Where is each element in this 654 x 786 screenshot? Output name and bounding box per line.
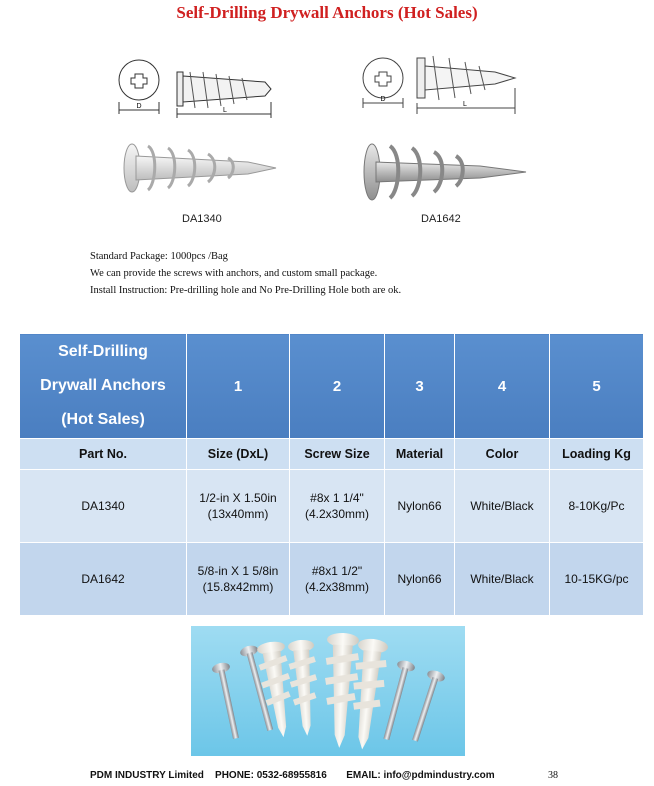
color-cell: White/Black: [455, 543, 550, 616]
size-cell: [187, 470, 290, 543]
screw-inch: #8x1 1/2": [311, 564, 363, 578]
material-cell: Nylon66: [385, 543, 455, 616]
loading-cell: 10-15KG/pc: [550, 543, 644, 616]
da1642-dimension-drawing: [355, 48, 530, 123]
size-header: Size (DxL): [187, 439, 290, 470]
part-no-header: Part No.: [20, 439, 187, 470]
color-cell: White/Black: [455, 470, 550, 543]
loading-header: Loading Kg: [550, 439, 644, 470]
da1642-caption: DA1642: [421, 213, 461, 225]
screws-note: We can provide the screws with anchors, and custom small package.: [90, 268, 378, 279]
da1642-anchor-image: [360, 140, 530, 205]
dimension-d-label: D: [380, 96, 386, 103]
dimension-d-label: D: [136, 103, 142, 110]
header-line: (Hot Sales): [61, 411, 145, 428]
screw-size-cell: [290, 470, 385, 543]
table-header-title: [20, 334, 187, 439]
size-mm: (13x40mm): [207, 507, 269, 521]
install-instruction-note: Install Instruction: Pre-drilling hole and No Pre-Drilling Hole both are ok.: [90, 285, 402, 296]
part-no-cell: DA1642: [20, 543, 187, 616]
da1340-dimension-drawing: [115, 52, 280, 122]
size-cell: [187, 543, 290, 616]
company-name: PDM INDUSTRY Limited: [90, 770, 204, 781]
email-address: EMAIL: info@pdmindustry.com: [346, 770, 495, 781]
da1340-anchor-image: [118, 138, 283, 198]
material-cell: Nylon66: [385, 470, 455, 543]
column-number: 4: [455, 334, 550, 439]
screw-mm: (4.2x30mm): [304, 507, 369, 521]
part-no-cell: DA1340: [20, 470, 187, 543]
anchors-with-screws-photo: [191, 626, 465, 756]
size-inch: 1/2-in X 1.50in: [199, 491, 277, 505]
standard-package-note: Standard Package: 1000pcs /Bag: [90, 251, 228, 262]
loading-cell: 8-10Kg/Pc: [550, 470, 644, 543]
column-number: 5: [550, 334, 644, 439]
table-row: [20, 543, 644, 616]
header-line: Self-Drilling: [58, 343, 148, 360]
size-mm: (15.8x42mm): [202, 580, 274, 594]
header-line: Drywall Anchors: [40, 377, 166, 394]
material-header: Material: [385, 439, 455, 470]
page-number: 38: [548, 770, 558, 781]
column-number: 3: [385, 334, 455, 439]
column-number: 2: [290, 334, 385, 439]
screw-mm: (4.2x38mm): [304, 580, 369, 594]
color-header: Color: [455, 439, 550, 470]
phone-number: PHONE: 0532-68955816: [215, 770, 327, 781]
dimension-l-label: L: [463, 101, 467, 108]
specification-table: [19, 333, 644, 616]
table-subheader-row: [20, 439, 644, 470]
column-number: 1: [187, 334, 290, 439]
screw-inch: #8x 1 1/4": [310, 491, 364, 505]
dimension-l-label: L: [223, 107, 227, 114]
package-notes: [90, 248, 401, 299]
size-inch: 5/8-in X 1 5/8in: [197, 564, 279, 578]
screw-size-header: Screw Size: [290, 439, 385, 470]
page-footer: [90, 770, 495, 781]
table-header-row: [20, 334, 644, 439]
page-title: Self-Drilling Drywall Anchors (Hot Sales): [176, 3, 478, 22]
da1340-caption: DA1340: [182, 213, 222, 225]
table-row: [20, 470, 644, 543]
screw-size-cell: [290, 543, 385, 616]
